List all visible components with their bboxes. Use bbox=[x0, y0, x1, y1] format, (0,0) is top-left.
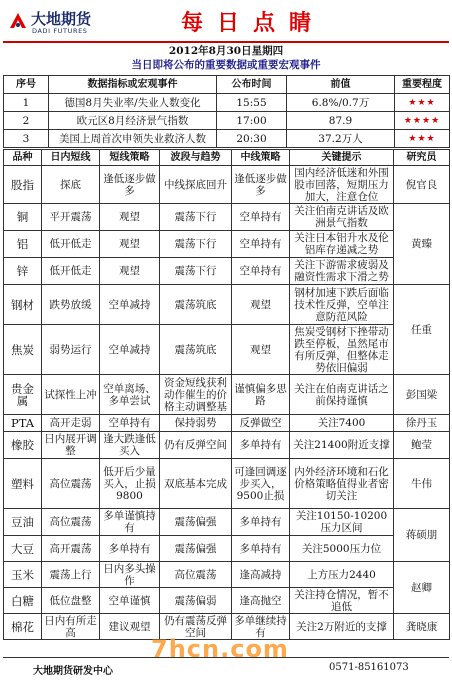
strategy-col-mid: 中线策略 bbox=[232, 150, 290, 166]
short-strategy: 空单减持 bbox=[100, 325, 160, 375]
strategy-col-researcher: 研究员 bbox=[394, 150, 450, 166]
mid-strategy: 多单持有 bbox=[232, 432, 290, 459]
commodity-name: 铜 bbox=[4, 204, 42, 231]
wave-trend: 仍有震荡反弹空间 bbox=[160, 614, 232, 640]
researcher: 倪官良 bbox=[394, 166, 450, 204]
mid-strategy: 谨慎偏多思路 bbox=[232, 375, 290, 415]
table-row bbox=[4, 94, 450, 112]
table-row bbox=[4, 204, 450, 231]
events-col-event: 数据指标或宏观事件 bbox=[49, 76, 217, 94]
brand-mark-icon bbox=[7, 10, 29, 32]
events-col-time: 公布时间 bbox=[217, 76, 287, 94]
intraday-view: 探底 bbox=[42, 166, 100, 204]
mid-strategy: 观望 bbox=[232, 325, 290, 375]
commodity-name: 豆油 bbox=[4, 509, 42, 536]
short-strategy: 空单离场、多单尝试 bbox=[100, 375, 160, 415]
key-tip: 国内经济低迷和外围股市回落，短期压力加大，注意仓位 bbox=[290, 166, 394, 204]
mid-strategy: 多单持有 bbox=[232, 509, 290, 536]
key-tip: 关注下游需求疲弱及融资性需求下滑之势 bbox=[290, 258, 394, 285]
strategy-col-wave: 波段与趋势 bbox=[160, 150, 232, 166]
key-tip: 关注21400附近支撑 bbox=[290, 432, 394, 459]
table-row bbox=[4, 166, 450, 204]
strategy-col-intraday: 日内短线 bbox=[42, 150, 100, 166]
event-name: 德国8月失业率/失业人数变化 bbox=[49, 94, 217, 112]
researcher: 黄臻 bbox=[394, 204, 450, 285]
wave-trend: 震荡偏强 bbox=[160, 536, 232, 562]
event-prev: 37.2万人 bbox=[287, 130, 395, 148]
intraday-view: 震荡上行 bbox=[42, 562, 100, 588]
events-table bbox=[3, 75, 450, 148]
short-strategy: 观望 bbox=[100, 204, 160, 231]
wave-trend: 震荡筑底 bbox=[160, 285, 232, 325]
report-date: 2012年8月30日星期四 bbox=[168, 45, 284, 57]
event-no: 2 bbox=[4, 112, 49, 130]
wave-trend: 仍有反弹空间 bbox=[160, 432, 232, 459]
researcher: 赵卿 bbox=[394, 562, 450, 614]
intraday-view: 日内有所走高 bbox=[42, 614, 100, 640]
wave-trend: 保持弱势 bbox=[160, 415, 232, 432]
short-strategy: 建议观望 bbox=[100, 614, 160, 640]
strategy-header-row bbox=[4, 150, 450, 166]
researcher: 龚晓康 bbox=[394, 614, 450, 640]
short-strategy: 空单减持 bbox=[100, 285, 160, 325]
key-tip: 关注伯南克讲话及欧洲景气指数 bbox=[290, 204, 394, 231]
short-strategy: 空单持有 bbox=[100, 415, 160, 432]
intraday-view: 高开震荡 bbox=[42, 536, 100, 562]
key-tip: 关注2万附近的支撑 bbox=[290, 614, 394, 640]
event-time: 20:30 bbox=[217, 130, 287, 148]
commodity-name: 白糖 bbox=[4, 588, 42, 614]
site-watermark: 7hcn.com bbox=[151, 635, 289, 663]
short-strategy: 低开后少量买入，止损9800 bbox=[100, 459, 160, 509]
event-time: 15:55 bbox=[217, 94, 287, 112]
commodity-name: 股指 bbox=[4, 166, 42, 204]
wave-trend: 震荡偏弱 bbox=[160, 588, 232, 614]
strategy-table bbox=[3, 149, 450, 640]
events-caption: 当日即将公布的重要数据或重要宏观事件 bbox=[131, 59, 321, 71]
researcher: 蒋硕朋 bbox=[394, 509, 450, 562]
report-header bbox=[3, 3, 449, 43]
wave-trend: 震荡偏强 bbox=[160, 509, 232, 536]
strategy-col-short: 短线策略 bbox=[100, 150, 160, 166]
wave-trend: 震荡下行 bbox=[160, 258, 232, 285]
mid-strategy: 多单继续持有 bbox=[232, 614, 290, 640]
intraday-view: 高位震荡 bbox=[42, 459, 100, 509]
intraday-view: 高开走弱 bbox=[42, 415, 100, 432]
table-row bbox=[4, 415, 450, 432]
commodity-name: 铝 bbox=[4, 231, 42, 258]
wave-trend: 震荡下行 bbox=[160, 231, 232, 258]
commodity-name: PTA bbox=[4, 415, 42, 432]
mid-strategy: 逢低逐步做多 bbox=[232, 166, 290, 204]
short-strategy: 多单谨慎持有 bbox=[100, 509, 160, 536]
events-col-importance: 重要程度 bbox=[395, 76, 450, 94]
event-no: 1 bbox=[4, 94, 49, 112]
wave-trend: 中线探底回升 bbox=[160, 166, 232, 204]
intraday-view: 低位盘整 bbox=[42, 588, 100, 614]
table-row bbox=[4, 325, 450, 375]
mid-strategy: 空单持有 bbox=[232, 204, 290, 231]
commodity-name: 玉米 bbox=[4, 562, 42, 588]
key-tip: 关注7400 bbox=[290, 415, 394, 432]
wave-trend: 双底基本完成 bbox=[160, 459, 232, 509]
brand-name-en: DADI FUTURES bbox=[32, 27, 88, 35]
researcher: 牛伟 bbox=[394, 459, 450, 509]
event-prev: 87.9 bbox=[287, 112, 395, 130]
strategy-col-tip: 关键提示 bbox=[290, 150, 394, 166]
brand-logo bbox=[7, 8, 93, 38]
intraday-view: 平开震荡 bbox=[42, 204, 100, 231]
short-strategy: 多单持有 bbox=[100, 536, 160, 562]
commodity-name: 钢材 bbox=[4, 285, 42, 325]
table-row bbox=[4, 536, 450, 562]
event-stars: ★★★ bbox=[395, 130, 450, 148]
intraday-view: 日内展开调整 bbox=[42, 432, 100, 459]
key-tip: 关注5000压力位 bbox=[290, 536, 394, 562]
event-no: 3 bbox=[4, 130, 49, 148]
intraday-view: 高位震荡 bbox=[42, 509, 100, 536]
event-prev: 6.8%/0.7万 bbox=[287, 94, 395, 112]
commodity-name: 焦炭 bbox=[4, 325, 42, 375]
table-row bbox=[4, 562, 450, 588]
wave-trend: 震荡下行 bbox=[160, 204, 232, 231]
key-tip: 关注10150-10200压力区间 bbox=[290, 509, 394, 536]
events-col-prev: 前值 bbox=[287, 76, 395, 94]
table-row bbox=[4, 459, 450, 509]
mid-strategy: 反弹做空 bbox=[232, 415, 290, 432]
key-tip: 关注日本铝升水及伦铝库存递减之势 bbox=[290, 231, 394, 258]
table-row bbox=[4, 112, 450, 130]
researcher: 任重 bbox=[394, 285, 450, 375]
table-row bbox=[4, 258, 450, 285]
event-name: 欧元区8月经济景气指数 bbox=[49, 112, 217, 130]
daily-report bbox=[3, 3, 449, 677]
mid-strategy: 多单持有 bbox=[232, 536, 290, 562]
table-row bbox=[4, 509, 450, 536]
table-row bbox=[4, 231, 450, 258]
mid-strategy: 空单持有 bbox=[232, 258, 290, 285]
mid-strategy: 逢高抛空 bbox=[232, 588, 290, 614]
events-header-row bbox=[4, 76, 450, 94]
event-time: 17:00 bbox=[217, 112, 287, 130]
short-strategy: 空单谨慎 bbox=[100, 588, 160, 614]
report-title: 每日点睛 bbox=[180, 11, 325, 36]
commodity-name: 锌 bbox=[4, 258, 42, 285]
short-strategy: 观望 bbox=[100, 231, 160, 258]
event-name: 美国上周首次申领失业救济人数 bbox=[49, 130, 217, 148]
mid-strategy: 逢高减持 bbox=[232, 562, 290, 588]
brand-name-cn: 大地期货 bbox=[31, 10, 92, 28]
footer-org: 大地期货研发中心 bbox=[33, 666, 113, 677]
short-strategy: 逢低逐步做多 bbox=[100, 166, 160, 204]
event-stars: ★★★ bbox=[395, 94, 450, 112]
commodity-name: 棉花 bbox=[4, 614, 42, 640]
researcher: 鲍莹 bbox=[394, 432, 450, 459]
intraday-view: 跌势放缓 bbox=[42, 285, 100, 325]
short-strategy: 逢大跌逢低买入 bbox=[100, 432, 160, 459]
key-tip: 钢材加速下跌后面临技术性反弹，空单注意防范风险 bbox=[290, 285, 394, 325]
researcher: 徐丹玉 bbox=[394, 415, 450, 432]
event-stars: ★★★★ bbox=[395, 112, 450, 130]
table-row bbox=[4, 432, 450, 459]
mid-strategy: 观望 bbox=[232, 285, 290, 325]
wave-trend: 资金短线获利动作催生的价格主动调整基 bbox=[160, 375, 232, 415]
commodity-name: 塑料 bbox=[4, 459, 42, 509]
intraday-view: 低开低走 bbox=[42, 231, 100, 258]
report-footer bbox=[3, 657, 449, 676]
mid-strategy: 可逢回调逐步买入，9500止损 bbox=[232, 459, 290, 509]
mid-strategy: 空单持有 bbox=[232, 231, 290, 258]
commodity-name: 贵金属 bbox=[4, 375, 42, 415]
commodity-name: 橡胶 bbox=[4, 432, 42, 459]
footer-phone: 0571-85161073 bbox=[329, 662, 409, 673]
intraday-view: 试探性上冲 bbox=[42, 375, 100, 415]
events-col-no: 序号 bbox=[4, 76, 49, 94]
short-strategy: 观望 bbox=[100, 258, 160, 285]
table-row bbox=[4, 130, 450, 148]
table-row bbox=[4, 588, 450, 614]
researcher: 彭国梁 bbox=[394, 375, 450, 415]
table-row bbox=[4, 375, 450, 415]
key-tip: 关注在伯南克讲话之前保持谨慎 bbox=[290, 375, 394, 415]
key-tip: 焦炭受钢材下挫带动跌至停板，虽然尾市有所反弹，但整体走势依旧偏弱 bbox=[290, 325, 394, 375]
commodity-name: 大豆 bbox=[4, 536, 42, 562]
wave-trend: 震荡筑底 bbox=[160, 325, 232, 375]
short-strategy: 日内多头操作 bbox=[100, 562, 160, 588]
table-row bbox=[4, 285, 450, 325]
key-tip: 上方压力2440 bbox=[290, 562, 394, 588]
strategy-col-name: 品种 bbox=[4, 150, 42, 166]
wave-trend: 高位震荡 bbox=[160, 562, 232, 588]
intraday-view: 低开低走 bbox=[42, 258, 100, 285]
key-tip: 内外经济环境和石化价格策略值得业者密切关注 bbox=[290, 459, 394, 509]
intraday-view: 弱势运行 bbox=[42, 325, 100, 375]
key-tip: 关注持仓情况，暂不追低 bbox=[290, 588, 394, 614]
